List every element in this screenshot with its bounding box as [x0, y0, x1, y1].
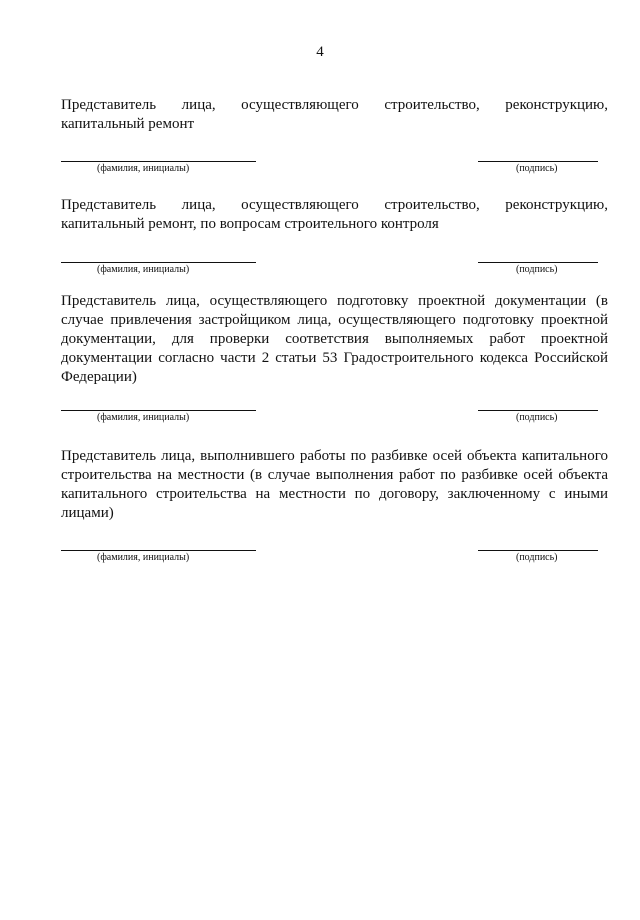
- representative-block-design-documentation: [61, 292, 608, 387]
- name-signature-line: [61, 550, 256, 551]
- name-caption: (фамилия, инициалы): [97, 412, 190, 423]
- signature-caption: (подпись): [516, 264, 558, 275]
- page-number: 4: [316, 44, 324, 60]
- representative-paragraph: Представитель лица, осуществляющего строительство, реконструкцию, капитальный ремонт: [61, 97, 608, 132]
- signature-caption: (подпись): [516, 552, 558, 563]
- representative-paragraph: Представитель лица, осуществляющего подготовку проектной документации (в случае привлечения застройщиком лица, осуществляющего подготовку проектной документации, для проверки соответствия выполняемых работ проектной документации согласно части 2 статьи 53 Градостроительного кодекса Российской Федерации): [61, 293, 608, 385]
- name-signature-line: [61, 262, 256, 263]
- signature-caption: (подпись): [516, 163, 558, 174]
- name-caption: (фамилия, инициалы): [97, 552, 190, 563]
- signature-line: [478, 262, 598, 263]
- representative-block-construction-control: [61, 196, 608, 234]
- signature-caption: (подпись): [516, 412, 558, 423]
- representative-paragraph: Представитель лица, осуществляющего строительство, реконструкцию, капитальный ремонт, по вопросам строительного контроля: [61, 197, 608, 232]
- representative-paragraph: Представитель лица, выполнившего работы по разбивке осей объекта капитального строительства на местности (в случае выполнения работ по разбивке осей объекта капитального строительства на местности по договору, заключенному с иными лицами): [61, 448, 608, 521]
- signature-row: [61, 262, 608, 282]
- name-caption: (фамилия, инициалы): [97, 264, 190, 275]
- name-caption: (фамилия, инициалы): [97, 163, 190, 174]
- name-signature-line: [61, 161, 256, 162]
- signature-row: [61, 161, 608, 181]
- representative-block-construction: [61, 96, 608, 134]
- signature-row: [61, 550, 608, 570]
- signature-line: [478, 550, 598, 551]
- signature-line: [478, 410, 598, 411]
- name-signature-line: [61, 410, 256, 411]
- representative-block-axis-layout: [61, 447, 608, 523]
- signature-row: [61, 410, 608, 430]
- signature-line: [478, 161, 598, 162]
